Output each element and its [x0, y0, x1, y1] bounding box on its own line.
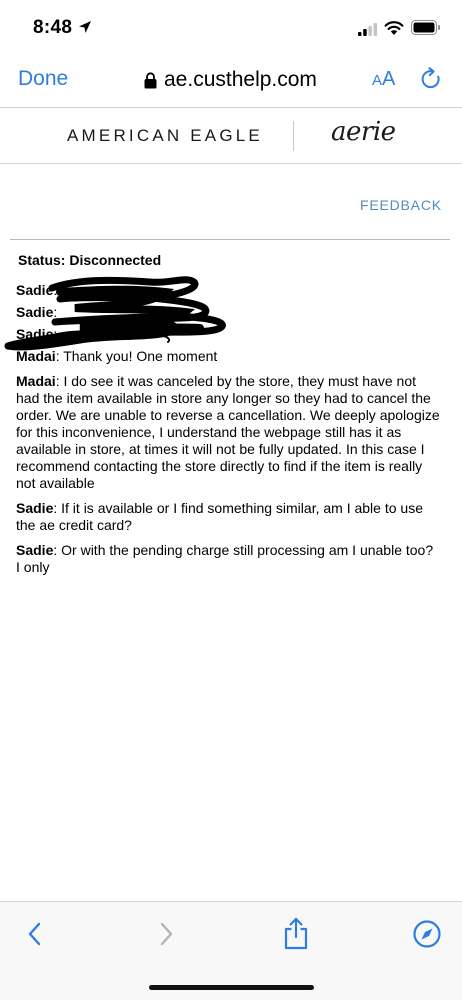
chat-message: Sadie: — [16, 282, 58, 298]
share-icon[interactable] — [283, 916, 309, 950]
reload-icon[interactable] — [420, 67, 442, 91]
message-text: I do see it was canceled by the store, they must have not had the item available in store any longer so they had to cancel the order. We are unable to reverse a cancellation. We deeply apologize for this inconvenience, I understand the webpage still has it as available in store, at times it will not be fully updated. In this case I recommend contacting the store directly to find if the item is really not available — [16, 373, 440, 491]
message-speaker: Sadie — [16, 326, 54, 342]
compass-icon[interactable] — [412, 919, 442, 949]
wifi-icon — [384, 20, 404, 36]
chat-transcript — [16, 282, 440, 575]
lock-icon — [144, 72, 157, 89]
done-button[interactable]: Done — [18, 67, 69, 90]
home-indicator — [149, 985, 314, 990]
message-speaker: Sadie — [16, 304, 54, 320]
feedback-link[interactable]: FEEDBACK — [360, 197, 442, 213]
chat-message: Sadie: — [16, 326, 58, 342]
chat-message: Madai: I do see it was canceled by the store, they must have not had the item available in store any longer so they had to cancel the order. We are unable to reverse a cancellation. We deeply apologize for this inconvenience, I understand the webpage still has it as available in store, at times it will not be fully updated. In this case I recommend contacting the store directly to find if the item is really not available — [16, 373, 440, 491]
message-speaker: Madai — [16, 373, 56, 389]
message-speaker: Sadie — [16, 542, 54, 558]
american-eagle-logo[interactable]: AMERICAN EAGLE — [67, 126, 263, 145]
text-size-button[interactable] — [372, 68, 395, 91]
chat-divider — [10, 239, 450, 240]
browser-nav-bar — [0, 56, 462, 108]
chat-message: Madai: Thank you! One moment — [16, 348, 218, 364]
status-time: 8:48 — [33, 17, 73, 38]
location-arrow-icon — [78, 20, 92, 34]
cellular-signal-icon — [358, 23, 378, 36]
back-chevron-icon[interactable] — [25, 919, 45, 949]
chat-message: Sadie: Or with the pending charge still processing am I unable too? I only — [16, 542, 434, 575]
message-speaker: Sadie — [16, 282, 54, 298]
brand-divider — [293, 121, 294, 151]
chat-status: Status: Disconnected — [18, 252, 162, 268]
text-size-large-label: A — [382, 68, 396, 90]
message-text: If it is available or I find something similar, am I able to use the ae credit card? — [16, 500, 423, 533]
address-bar[interactable] — [144, 67, 317, 93]
chat-message: Sadie: — [16, 304, 58, 320]
message-speaker: Sadie — [16, 500, 54, 516]
battery-icon — [411, 20, 441, 35]
message-speaker: Madai — [16, 348, 56, 364]
message-text: Or with the pending charge still processing am I unable too? I only — [16, 542, 434, 575]
text-size-small-label: A — [372, 72, 383, 89]
chat-message: Sadie: If it is available or I find something similar, am I able to use the ae credit card? — [16, 500, 423, 533]
message-text: Thank you! One moment — [63, 348, 218, 364]
url-text: ae.custhelp.com — [164, 68, 317, 91]
forward-chevron-icon[interactable] — [156, 919, 176, 949]
aerie-logo[interactable]: aerie — [331, 117, 396, 147]
status-bar — [0, 0, 462, 56]
brand-header — [0, 109, 462, 164]
